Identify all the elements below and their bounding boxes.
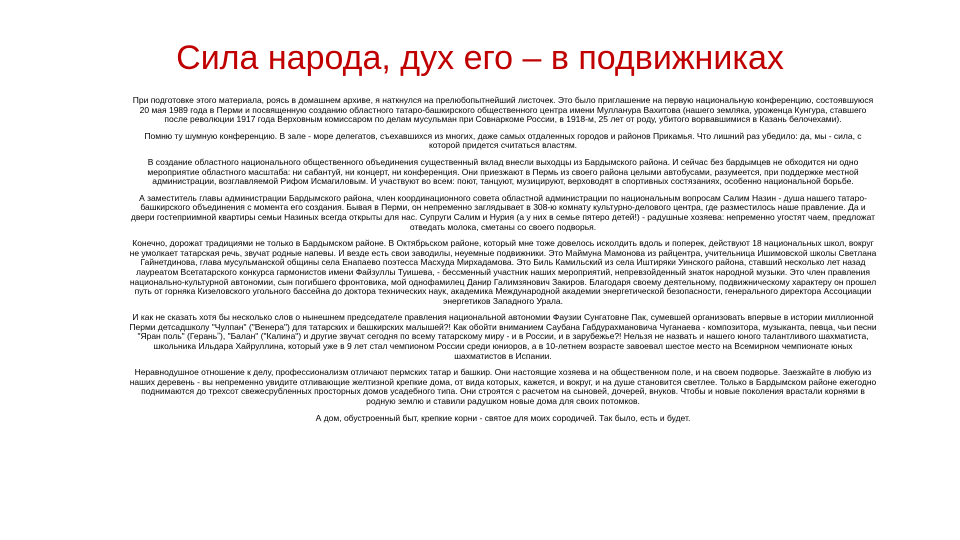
slide-body [128,96,878,430]
paragraph: Конечно, дорожат традициями не только в Бардымском районе. В Октябрьском районе, который мне тоже довелось исколдить вдоль и поперек, действуют 18 национальных школ, вокруг не умолкает татарская речь, звучат родные напевы. И везде есть свои заводилы, неуемные подвижники. Это Маймуна Мамонова из райцентра, учительница Ишимовской школы Светлана Гайнетдинова, глава мусульманской общины села Енапаево поэтесса Масхуда Мирхадамова. Это Биль Камильский из села Иштиряки Уинского района, ставший несколько лет назад лауреатом Всетатарского конкурса гармонистов имени Файзуллы Туишева, - бессменный участник наших мероприятий, непревзойденный знаток народной музыки. Это член правления национально-культурной автономии, сын погибшего фронтовика, мой однофамилец Данир Галимзянович Закиров. Благодаря своему деятельному, подвижническому характеру он прошел путь от горняка Кизеловского угольного бассейна до доктора технических наук, академика Международной академии энергетической безопасности, генерального директора Ассоциации энергетиков Западного Урала. [129,238,877,306]
paragraph: И как не сказать хотя бы несколько слов о нынешнем председателе правления национальной автономии Фаузии Сунгатовне Пак, сумевшей организовать впервые в истории миллионной Перми детсадшколу "Чулпан" ("Венера") для татарских и башкирских малышей?! Как обойти вниманием Саубана Габдурахмановича Чуганаева - композитора, музыканта, певца, чьи песни "Яран поль" (Гераньˮ), "Балан" ("Калина") и другие звучат сегодня по всему татарскому миру - и в России, и в зарубежье?! Нельзя не назвать и нашего юного талантливого шахматиста, школьника Ильдара Хайруллина, который уже в 9 лет стал чемпионом России среди юниоров, а в 10-летнем возрасте завоевал шестое место на Всемирном чемпионате юных шахматистов в Испании. [129,312,877,361]
paragraph: При подготовке этого материала, роясь в домашнем архиве, я наткнулся на прелюбопытнейший листочек. Это было приглашение на первую национальную конференцию, состоявшуюся 20 мая 1989 года в Перми и посвященную созданию областного татаро-башкирского общественного центра имени Мулланура Вахитова (нашего земляка, уроженца Кунгура, ставшего после революции 1917 года Верховным комиссаром по делам мусульман при Совнаркоме России, в 1918-м, 25 лет от роду, убитого ворвавшимися в Казань белочехами). [132,95,874,125]
paragraph: В создание областного национального общественного объединения существенный вклад внесли выходцы из Бардымского района. И сейчас без бардымцев не обходится ни одно мероприятие областного масштаба: ни сабантуй, ни концерт, ни конференция. Они приезжают в Пермь из своего района целыми автобусами, разумеется, при поддержке местной администрации, возглавляемой Рифом Исмагиловым. И участвуют во всем: поют, танцуют, музицируют, верховодят в спортивных состязаниях, особенно национальной борьбе. [147,156,859,187]
slide-title: Сила народа, дух его – в подвижниках [176,39,784,77]
paragraph: Неравнодушное отношение к делу, профессионализм отличают пермских татар и башкир. Они настоящие хозяева и на общественном поле, и на своем подворье. Заезжайте в любую из наших деревень - вы непременно увидите отливающие желтизной крепкие дома, от вида которых, кажется, и вокруг, и на душе становится светлее. Только в Бардымском районе ежегодно поднимаются до трехсот свежесрубленных просторных домов усадебного типа. Они строятся с расчетом на сыновей, дочерей, внуков. Чтобы и новые поколения врастали корнями в родную землю и ставили радушком новые дома для своих потомков. [129,367,877,407]
paragraph: А заместитель главы администрации Бардымского района, член координационного совета областной администрации по национальным вопросам Салим Назин - душа нашего татаро-башкирского объединения с момента его создания. Бывая в Перми, он непременно заглядывает в 308-ю комнату культурно-делового центра, где разместилось наше правление. Да и двери гостеприимной квартиры семьи Назиных всегда открыты для нас. Супруги Салим и Нурия (а у них в семье пятеро детей!) - радушные хозяева: непременно угостят чаем, предложат отведать молока, сметаны со своего подворья. [130,192,876,232]
paragraph: Помню ту шумную конференцию. В зале - море делегатов, съехавшихся из многих, даже самых отдаленных городов и районов Прикамья. Что лишний раз убедило: да, мы - сила, с которой придется считаться властям. [144,130,862,151]
paragraph: А дом, обустроенный быт, крепкие корни - святое для моих сородичей. Так было, есть и будет. [315,412,691,423]
